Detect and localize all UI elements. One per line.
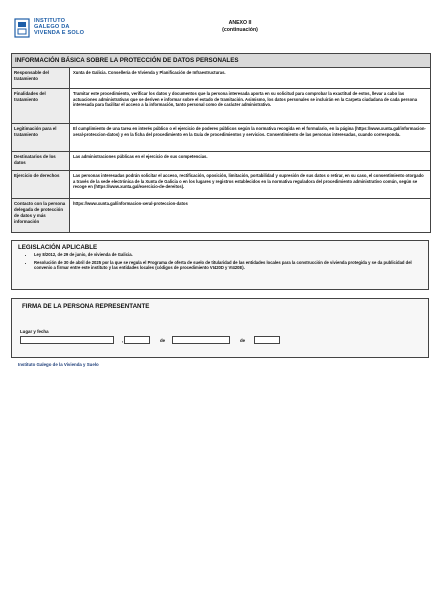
- annex-subtitle: (continuación): [222, 27, 258, 33]
- logo-line: GALEGO DA: [34, 24, 70, 30]
- data-protection-table: [11, 53, 431, 233]
- contact-link[interactable]: https://www.xunta.gal/informacion-xeral-proteccion-datos: [73, 201, 188, 206]
- list-item: • Resolución de 30 de abril de 2025 por la que se regula el Programa de oferta de suelo de titularidad de las entidades locales para la construcción de vivienda protegida y se da publicidad del convenio a firmar entre este instituto y las entidades locales (códigos de procedimiento VI420D y VI420E).: [34, 260, 420, 271]
- row-label: Ejercicio de derechos: [12, 171, 70, 198]
- data-protection-title: INFORMACIÓN BÁSICA SOBRE LA PROTECCIÓN DE DATOS PERSONALES: [12, 54, 430, 68]
- de-separator: de: [160, 338, 166, 343]
- row-label: Destinatarios de los datos: [12, 152, 70, 170]
- footer-text: Instituto Galego de la Vivienda y Suelo: [18, 362, 99, 367]
- table-row: [12, 124, 430, 152]
- legislation-list: [12, 252, 428, 271]
- year-field[interactable]: [254, 336, 280, 344]
- legislation-section: [11, 240, 429, 290]
- table-row: [12, 68, 430, 89]
- signature-title: FIRMA DE LA PERSONA REPRESENTANTE: [22, 303, 150, 310]
- month-field[interactable]: [172, 336, 230, 344]
- row-value: Las administraciones públicas en el ejercicio de sus competencias.: [73, 154, 208, 159]
- row-value: Las personas interesadas podrán solicitar el acceso, rectificación, oposición, limitación, portabilidad y supresión de sus datos o retirar, en su caso, el consentimiento otorgado a través de la sede electrónica de la Xunta de Galicia o en los lugares y registros establecidos en la normativa reguladora del procedimiento administrativo común, según se recoge en (https://www.xunta.gal/exercicio-de-dereitos).: [73, 173, 424, 189]
- row-label: Contacto con la persona delegada de protección de datos y más información: [12, 199, 70, 232]
- logo-line: VIVENDA E SOLO: [34, 30, 85, 36]
- annex-heading: [200, 20, 280, 34]
- row-label: Responsable del tratamiento: [12, 68, 70, 88]
- row-value: El cumplimiento de una tarea en interés público o el ejercicio de poderes públicos según la normativa recogida en el formulario, en la página (https://www.xunta.gal/informacion-xeral-proteccion-datos) y en la ficha del procedimiento en la Guía de procedimientos y servicios. Consentimiento de las personas interesadas, cuando corresponda.: [73, 126, 426, 137]
- table-row: [12, 199, 430, 232]
- institution-logo: [14, 18, 84, 38]
- row-label: Legitimación para el tratamiento: [12, 124, 70, 151]
- list-item: • Ley 8/2012, de 29 de junio, de vivienda de Galicia.: [34, 252, 420, 258]
- comma-separator: ,: [122, 338, 124, 343]
- logo-text: [34, 18, 84, 36]
- table-row: [12, 89, 430, 124]
- row-label: Finalidades del tratamiento: [12, 89, 70, 123]
- logo-line: INSTITUTO: [34, 18, 66, 24]
- place-date-label: Lugar y fecha: [20, 329, 49, 334]
- table-row: [12, 171, 430, 199]
- row-value: Tramitar este procedimiento, verificar los datos y documentos que la persona interesada aporta en su solicitud para comprobar la exactitud de estos, llevar a cabo las actuaciones administrativas que se deriven e informar sobre el estado de tramitación. Asimismo, los datos personales se incluirán en la Carpeta ciudadana de cada persona interesada para facilitar el acceso a la información, tanto personal como de carácter administrativo.: [73, 91, 418, 107]
- logo-emblem-icon: [14, 18, 30, 38]
- day-field[interactable]: [124, 336, 150, 344]
- row-value: Xunta de Galicia. Consellería de Vivienda y Planificación de Infraestructuras.: [73, 70, 226, 75]
- annex-title: ANEXO II: [228, 20, 252, 26]
- table-row: [12, 152, 430, 171]
- place-field[interactable]: [20, 336, 114, 344]
- de-separator: de: [240, 338, 246, 343]
- legislation-title: LEGISLACIÓN APLICABLE: [18, 244, 98, 251]
- signature-section: [11, 298, 429, 358]
